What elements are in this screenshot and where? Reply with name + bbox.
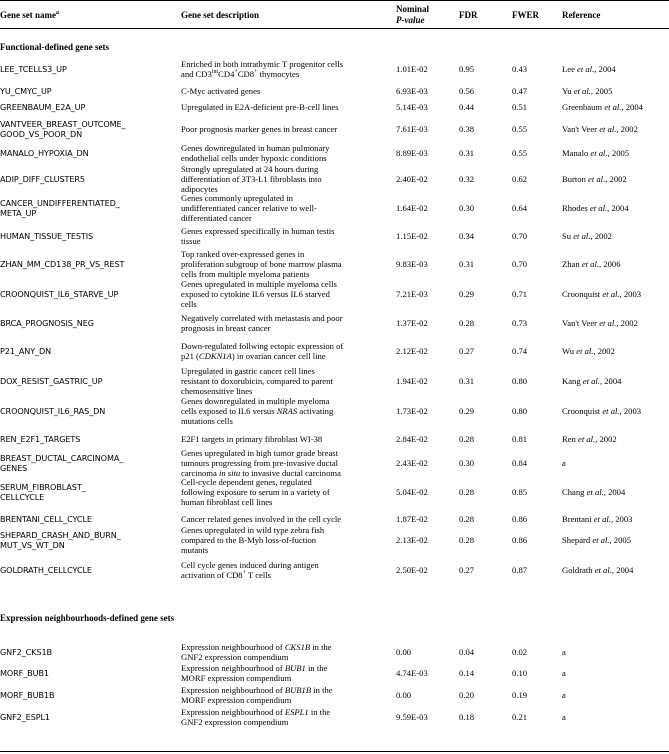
table-row bbox=[0, 86, 669, 96]
nominal-pvalue: 7.61E-03 bbox=[396, 124, 428, 134]
fwer-value: 0.70 bbox=[512, 231, 528, 241]
table-row bbox=[0, 477, 669, 507]
fwer-value: 0.74 bbox=[512, 346, 528, 356]
nominal-pvalue: 9.83E-03 bbox=[396, 259, 428, 269]
gene-set-name: GNF2_CKS1B bbox=[0, 647, 52, 657]
reference: a bbox=[562, 647, 566, 657]
reference: Ren et al., 2002 bbox=[562, 434, 617, 444]
gene-set-description: Strongly upregulated at 24 hours during differentiation of 3T3-L1 fibroblasts into adipocytes bbox=[181, 164, 322, 194]
reference: Yu et al., 2005 bbox=[562, 86, 613, 96]
gene-set-description: Top ranked over-expressed genes in proliferation subgroup of bone marrow plasma cells from multiple myeloma patients bbox=[181, 249, 342, 279]
reference: Wu et al., 2002 bbox=[562, 346, 615, 356]
reference: Croonquist et al., 2003 bbox=[562, 406, 642, 416]
reference: Zhan et al., 2006 bbox=[562, 259, 621, 269]
reference: Van't Veer et al., 2002 bbox=[562, 124, 638, 134]
fdr-value: 0.34 bbox=[459, 231, 475, 241]
nominal-pvalue: 5.14E-03 bbox=[396, 102, 428, 112]
nominal-pvalue: 1.37E-02 bbox=[396, 318, 428, 328]
header-gene-set-name: Gene set name$^a$ bbox=[0, 10, 59, 20]
fwer-value: 0.87 bbox=[512, 565, 528, 575]
gene-set-description: Cancer related genes involved in the cell cycle bbox=[181, 514, 342, 524]
nominal-pvalue: 6.93E-03 bbox=[396, 86, 428, 96]
nominal-pvalue: 2.13E-02 bbox=[396, 535, 428, 545]
gene-set-description: Genes upregulated in multiple myeloma cells exposed to cytokine IL6 versus IL6 starved cells bbox=[181, 279, 337, 309]
nominal-pvalue: 2.12E-02 bbox=[396, 346, 428, 356]
gene-set-name: MANALO_HYPOXIA_DN bbox=[0, 148, 89, 158]
header-fwer: FWER bbox=[512, 10, 539, 20]
gene-set-description: Cell-cycle dependent genes, regulated following exposure to serum in a variety of human fibroblast cell lines bbox=[181, 477, 330, 507]
fwer-value: 0.47 bbox=[512, 86, 528, 96]
gene-set-name: CROONQUIST_IL6_RAS_DN bbox=[0, 406, 106, 416]
fdr-value: 0.28 bbox=[459, 487, 475, 497]
gene-set-description: Expression neighbourhood of BUB1B in the MORF expression compendium bbox=[181, 685, 333, 705]
fdr-value: 0.28 bbox=[459, 318, 475, 328]
gene-set-name: BRENTANI_CELL_CYCLE bbox=[0, 514, 92, 524]
table-bottom-rule bbox=[0, 751, 669, 752]
gene-set-name: HUMAN_TISSUE_TESTIS bbox=[0, 231, 94, 241]
table-row bbox=[0, 448, 669, 478]
gene-set-description: Cell cycle genes induced during antigen activation of CD8+ T cells bbox=[181, 560, 319, 580]
fdr-value: 0.29 bbox=[459, 289, 475, 299]
table-row bbox=[0, 143, 669, 163]
gene-set-description: Poor prognosis marker genes in breast cancer bbox=[181, 124, 338, 134]
reference: Lee et al., 2004 bbox=[562, 64, 616, 74]
gene-set-name: P21_ANY_DN bbox=[0, 346, 52, 356]
fwer-value: 0.81 bbox=[512, 434, 528, 444]
nominal-pvalue: 9.59E-03 bbox=[396, 712, 428, 722]
nominal-pvalue: 2.43E-02 bbox=[396, 458, 428, 468]
gene-set-description: Genes downregulated in multiple myeloma cells exposed to IL6 versus NRAS activating mutations cells bbox=[181, 396, 334, 426]
gene-set-name: REN_E2F1_TARGETS bbox=[0, 434, 81, 444]
reference: Van't Veer et al., 2002 bbox=[562, 318, 638, 328]
table-row bbox=[0, 193, 669, 223]
table-row bbox=[0, 119, 669, 139]
fdr-value: 0.56 bbox=[459, 86, 475, 96]
nominal-pvalue: 2.50E-02 bbox=[396, 565, 428, 575]
fdr-value: 0.31 bbox=[459, 259, 475, 269]
reference: Brentani et al., 2003 bbox=[562, 514, 633, 524]
table-row bbox=[0, 102, 669, 112]
nominal-pvalue: 1.15E-02 bbox=[396, 231, 428, 241]
fwer-value: 0.85 bbox=[512, 487, 528, 497]
header-nominal-pvalue: Nominal P-value bbox=[396, 4, 430, 25]
header-description: Gene set description bbox=[181, 10, 259, 20]
fdr-value: 0.31 bbox=[459, 148, 475, 158]
fdr-value: 0.29 bbox=[459, 406, 475, 416]
table-row bbox=[0, 560, 669, 580]
table-header-rule bbox=[0, 28, 669, 29]
gene-set-description: Expression neighbourhood of ESPL1 in the GNF2 expression compendium bbox=[181, 707, 331, 727]
fdr-value: 0.04 bbox=[459, 647, 475, 657]
fwer-value: 0.43 bbox=[512, 64, 528, 74]
nominal-pvalue: 5.04E-02 bbox=[396, 487, 428, 497]
fwer-value: 0.51 bbox=[512, 102, 528, 112]
table-row bbox=[0, 59, 669, 79]
gene-set-description: Enriched in both intrathymic T progenitor cells and $CD3^{int}CD4^+CD8^+$ thymocytes bbox=[181, 59, 343, 79]
table-row bbox=[0, 514, 669, 524]
reference: Shepard et al., 2005 bbox=[562, 535, 631, 545]
fdr-value: 0.28 bbox=[459, 535, 475, 545]
nominal-pvalue: 7.21E-03 bbox=[396, 289, 428, 299]
fdr-value: 0.28 bbox=[459, 514, 475, 524]
fdr-value: 0.27 bbox=[459, 346, 475, 356]
fwer-value: 0.55 bbox=[512, 148, 528, 158]
gene-set-description: Genes upregulated in high tumor grade breast tumours progressing from pre-invasive ductal carcinoma in situ to invasive ductal carcinoma bbox=[181, 448, 341, 478]
table-row bbox=[0, 164, 669, 194]
reference: a bbox=[562, 712, 566, 722]
fwer-value: 0.84 bbox=[512, 458, 528, 468]
reference: Kang et al., 2004 bbox=[562, 376, 622, 386]
header-fdr: FDR bbox=[459, 10, 478, 20]
section-title: Expression neighbourhoods-defined gene sets bbox=[0, 613, 175, 623]
gene-set-name: BRCA_PROGNOSIS_NEG bbox=[0, 318, 94, 328]
fdr-value: 0.38 bbox=[459, 124, 475, 134]
gene-set-name: MORF_BUB1B bbox=[0, 690, 55, 700]
reference: Burton et al., 2002 bbox=[562, 174, 627, 184]
gene-set-description: Expression neighbourhood of BUB1 in the MORF expression compendium bbox=[181, 663, 328, 683]
table-row bbox=[0, 249, 669, 279]
gene-set-name: GREENBAUM_E2A_UP bbox=[0, 102, 86, 112]
reference: Chang et al., 2004 bbox=[562, 487, 626, 497]
gene-set-name: SHEPARD_CRASH_AND_BURN_ MUT_VS_WT_DN bbox=[0, 530, 121, 550]
fwer-value: 0.02 bbox=[512, 647, 528, 657]
nominal-pvalue: 1.73E-02 bbox=[396, 406, 428, 416]
fwer-value: 0.62 bbox=[512, 174, 528, 184]
fwer-value: 0.70 bbox=[512, 259, 528, 269]
fwer-value: 0.80 bbox=[512, 376, 528, 386]
table-row bbox=[0, 341, 669, 361]
table-row bbox=[0, 226, 669, 246]
fdr-value: 0.28 bbox=[459, 434, 475, 444]
gene-set-description: Genes expressed specifically in human testis tissue bbox=[181, 226, 335, 246]
nominal-pvalue: 1.64E-02 bbox=[396, 203, 428, 213]
fwer-value: 0.19 bbox=[512, 690, 528, 700]
fdr-value: 0.95 bbox=[459, 64, 475, 74]
gene-set-description: Genes upregulated in wild type zebra fish compared to the B-Myb loss-of-fuction mutants bbox=[181, 525, 325, 555]
gene-set-name: LEE_TCELLS3_UP bbox=[0, 64, 67, 74]
reference: Goldrath et al., 2004 bbox=[562, 565, 634, 575]
table-row bbox=[0, 685, 669, 705]
table-row bbox=[0, 707, 669, 727]
section-title: Functional-defined gene sets bbox=[0, 42, 109, 52]
nominal-pvalue: 0.00 bbox=[396, 690, 412, 700]
fdr-value: 0.44 bbox=[459, 102, 475, 112]
fdr-value: 0.32 bbox=[459, 174, 475, 184]
gene-set-description: Genes commonly upregulated in undifferentiated cancer relative to well- differentiated cancer bbox=[181, 193, 317, 223]
header-reference: Reference bbox=[562, 10, 601, 20]
reference: Manalo et al., 2005 bbox=[562, 148, 630, 158]
gene-set-name: ZHAN_MM_CD138_PR_VS_REST bbox=[0, 259, 125, 269]
reference: a bbox=[562, 458, 566, 468]
fwer-value: 0.73 bbox=[512, 318, 528, 328]
fdr-value: 0.30 bbox=[459, 458, 475, 468]
table-row bbox=[0, 642, 669, 662]
nominal-pvalue: 4.74E-03 bbox=[396, 668, 428, 678]
nominal-pvalue: 1.01E-02 bbox=[396, 64, 428, 74]
gene-set-name: DOX_RESIST_GASTRIC_UP bbox=[0, 376, 103, 386]
reference: Croonquist et al., 2003 bbox=[562, 289, 642, 299]
reference: a bbox=[562, 690, 566, 700]
gene-set-name: ADIP_DIFF_CLUSTER5 bbox=[0, 174, 85, 184]
gene-set-description: Negatively correlated with metastasis and poor prognosis in breast cancer bbox=[181, 313, 343, 333]
gene-set-name: SERUM_FIBROBLAST_ CELLCYCLE bbox=[0, 482, 86, 502]
nominal-pvalue: 2.84E-02 bbox=[396, 434, 428, 444]
nominal-pvalue: 2.40E-02 bbox=[396, 174, 428, 184]
gene-set-name: BREAST_DUCTAL_CARCINOMA_ GENES bbox=[0, 453, 124, 473]
gene-set-name: VANTVEER_BREAST_OUTCOME_ GOOD_VS_POOR_DN bbox=[0, 119, 126, 139]
reference: Greenbaum et al., 2004 bbox=[562, 102, 643, 112]
gene-set-name: GOLDRATH_CELLCYCLE bbox=[0, 565, 92, 575]
gene-set-description: Upregulated in E2A-deficient pre-B-cell lines bbox=[181, 102, 339, 112]
fdr-value: 0.20 bbox=[459, 690, 475, 700]
gene-set-name: CANCER_UNDIFFERENTIATED_ META_UP bbox=[0, 198, 120, 218]
fdr-value: 0.30 bbox=[459, 203, 475, 213]
fdr-value: 0.14 bbox=[459, 668, 475, 678]
table-row bbox=[0, 396, 669, 426]
gene-set-description: Expression neighbourhood of CKS1B in the GNF2 expression compendium bbox=[181, 642, 332, 662]
gene-set-name: YU_CMYC_UP bbox=[0, 86, 52, 96]
reference: Rhodes et al., 2004 bbox=[562, 203, 629, 213]
gene-set-description: Genes downregulated in human pulmonary endothelial cells under hypoxic conditions bbox=[181, 143, 330, 163]
table-row bbox=[0, 525, 669, 555]
fwer-value: 0.55 bbox=[512, 124, 528, 134]
nominal-pvalue: 0.00 bbox=[396, 647, 412, 657]
gene-set-description: Upregulated in gastric cancer cell lines resistant to doxorubicin, compared to parent chemosensitive lines bbox=[181, 366, 333, 396]
reference: a bbox=[562, 668, 566, 678]
nominal-pvalue: 1.87E-02 bbox=[396, 514, 428, 524]
table-row bbox=[0, 434, 669, 444]
nominal-pvalue: 1.94E-02 bbox=[396, 376, 428, 386]
nominal-pvalue: 8.89E-03 bbox=[396, 148, 428, 158]
fwer-value: 0.86 bbox=[512, 514, 528, 524]
table-top-rule bbox=[0, 0, 669, 1]
fwer-value: 0.71 bbox=[512, 289, 528, 299]
reference: Su et al., 2002 bbox=[562, 231, 612, 241]
fwer-value: 0.21 bbox=[512, 712, 528, 722]
gene-set-name: CROONQUIST_IL6_STARVE_UP bbox=[0, 289, 119, 299]
gene-set-description: C-Myc activated genes bbox=[181, 86, 261, 96]
fwer-value: 0.86 bbox=[512, 535, 528, 545]
fwer-value: 0.80 bbox=[512, 406, 528, 416]
table-row bbox=[0, 663, 669, 683]
table-row bbox=[0, 366, 669, 396]
gene-set-name: MORF_BUB1 bbox=[0, 668, 49, 678]
gene-set-name: GNF2_ESPL1 bbox=[0, 712, 50, 722]
table-row bbox=[0, 313, 669, 333]
fwer-value: 0.64 bbox=[512, 203, 528, 213]
gene-set-description: E2F1 targets in primary fibroblast WI-38 bbox=[181, 434, 323, 444]
table-row bbox=[0, 279, 669, 309]
fdr-value: 0.27 bbox=[459, 565, 475, 575]
fwer-value: 0.10 bbox=[512, 668, 528, 678]
fdr-value: 0.18 bbox=[459, 712, 475, 722]
gene-set-description: Down-regulated follwing ectopic expression of p21 (CDKN1A) in ovarian cancer cell line bbox=[181, 341, 344, 361]
fdr-value: 0.31 bbox=[459, 376, 475, 386]
